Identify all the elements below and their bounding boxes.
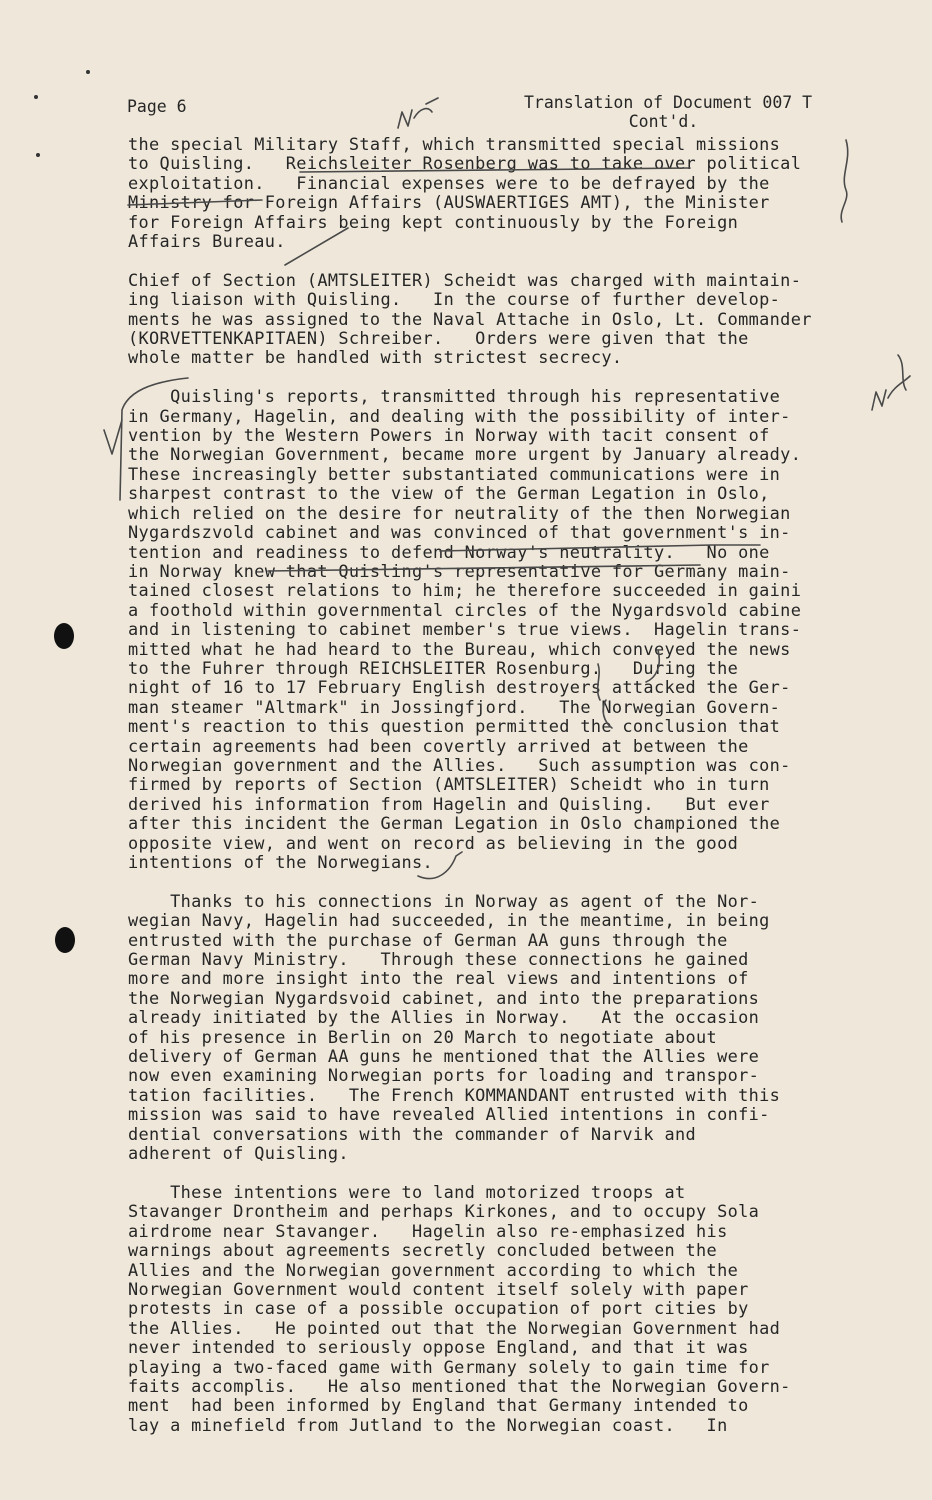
text-line: ment had been informed by England that Germany intended to <box>128 1395 749 1416</box>
text-line: derived his information from Hagelin and Quisling. But ever <box>128 793 770 814</box>
text-line: ing liaison with Quisling. In the course of further develop- <box>128 289 781 310</box>
text-line: exploitation. Financial expenses were to be defrayed by the <box>128 172 770 193</box>
text-line: more and more insight into the real views and intentions of <box>128 968 749 989</box>
text-line: lay a minefield from Jutland to the Norwegian coast. In <box>128 1414 728 1435</box>
text-line: a foothold within governmental circles of the Nygardsvold cabine <box>128 599 802 620</box>
text-line: mission was said to have revealed Allied intentions in confi- <box>128 1104 770 1125</box>
text-line: (KORVETTENKAPITAEN) Schreiber. Orders were given that the <box>128 328 749 349</box>
text-line: tained closest relations to him; he therefore succeeded in gaini <box>128 580 802 601</box>
text-line: delivery of German AA guns he mentioned that the Allies were <box>128 1046 760 1067</box>
text-line: Ministry for Foreign Affairs (AUSWAERTIGES AMT), the Minister <box>128 192 770 213</box>
text-line: which relied on the desire for neutrality of the then Norwegian <box>128 502 791 523</box>
text-line: wegian Navy, Hagelin had succeeded, in the meantime, in being <box>128 910 770 931</box>
text-line: Allies and the Norwegian government according to which the <box>128 1259 739 1280</box>
punch-hole-upper <box>54 623 74 649</box>
text-line: for Foreign Affairs being kept continuously by the Foreign <box>128 211 739 232</box>
text-line: ments he was assigned to the Naval Attache in Oslo, Lt. Commander <box>128 308 812 329</box>
text-line: of his presence in Berlin on 20 March to negotiate about <box>128 1026 718 1047</box>
text-line: to Quisling. Reichsleiter Rosenberg was to take over political <box>128 153 802 174</box>
document-title <box>524 93 812 131</box>
text-line: airdrome near Stavanger. Hagelin also re-emphasized his <box>128 1220 728 1241</box>
handwritten-initials-mark <box>398 98 438 128</box>
text-line: the special Military Staff, which transmitted special missions <box>128 134 781 154</box>
text-line: to the Fuhrer through REICHSLEITER Rosenburg. During the <box>128 657 739 678</box>
text-line: Chief of Section (AMTSLEITER) Scheidt was charged with maintain- <box>128 269 802 290</box>
text-line: warnings about agreements secretly concluded between the <box>128 1240 718 1261</box>
text-line: tention and readiness to defend Norway's neutrality. No one <box>128 541 770 562</box>
text-line: These intentions were to land motorized troops at <box>128 1181 686 1202</box>
punch-hole-lower <box>55 927 75 953</box>
text-line: These increasingly better substantiated communications were in <box>128 463 781 484</box>
page-number: Page 6 <box>127 97 187 116</box>
pencil-check <box>104 420 122 454</box>
text-line: intentions of the Norwegians. <box>128 852 434 872</box>
document-body <box>128 135 888 1455</box>
text-line: now even examining Norwegian ports for loading and transpor- <box>128 1065 760 1086</box>
text-line: the Allies. He pointed out that the Norwegian Government had <box>128 1317 781 1338</box>
text-line: protests in case of a possible occupation of port cities by <box>128 1298 749 1319</box>
text-line: Quisling's reports, transmitted through his representative <box>128 386 781 407</box>
text-line: vention by the Western Powers in Norway with tacit consent of <box>128 425 770 446</box>
text-line: Norwegian government and the Allies. Such assumption was con- <box>128 754 791 775</box>
text-line: Affairs Bureau. <box>128 231 286 252</box>
text-line: entrusted with the purchase of German AA guns through the <box>128 929 728 950</box>
paragraph <box>128 1183 888 1435</box>
text-line: already initiated by the Allies in Norway. At the occasion <box>128 1007 760 1028</box>
speck <box>34 95 38 99</box>
text-line: playing a two-faced game with Germany solely to gain time for <box>128 1356 770 1377</box>
text-line: and in listening to cabinet member's true views. Hagelin trans- <box>128 619 802 640</box>
text-line: mitted what he had heard to the Bureau, which conveyed the news <box>128 638 791 659</box>
text-line: Thanks to his connections in Norway as agent of the Nor- <box>128 890 760 911</box>
paragraph <box>128 387 888 872</box>
text-line: adherent of Quisling. <box>128 1143 349 1164</box>
pencil-hook <box>898 355 906 390</box>
title-line-2: Cont'd. <box>628 112 699 131</box>
text-line: ment's reaction to this question permitted the conclusion that <box>128 716 781 737</box>
text-line: in Norway knew that Quisling's representative for Germany main- <box>128 560 791 581</box>
text-line: in Germany, Hagelin, and dealing with the possibility of inter- <box>128 405 791 426</box>
text-line: whole matter be handled with strictest secrecy. <box>128 347 623 368</box>
text-line: Nygardszvold cabinet and was convinced of that government's in- <box>128 522 791 543</box>
text-line: Stavanger Drontheim and perhaps Kirkones, and to occupy Sola <box>128 1201 760 1222</box>
title-line-1: Translation of Document 007 T <box>524 93 813 112</box>
text-line: night of 16 to 17 February English destroyers attacked the Ger- <box>128 677 791 698</box>
speck <box>86 70 90 74</box>
speck <box>36 153 40 157</box>
text-line: opposite view, and went on record as believing in the good <box>128 832 739 853</box>
text-line: after this incident the German Legation in Oslo championed the <box>128 813 781 834</box>
text-line: never intended to seriously oppose England, and that it was <box>128 1337 749 1358</box>
text-line: dential conversations with the commander of Narvik and <box>128 1123 697 1144</box>
text-line: man steamer "Altmark" in Jossingfjord. The Norwegian Govern- <box>128 696 781 717</box>
paragraph <box>128 892 888 1164</box>
text-line: sharpest contrast to the view of the German Legation in Oslo, <box>128 483 770 504</box>
text-line: faits accomplis. He also mentioned that the Norwegian Govern- <box>128 1375 791 1396</box>
text-line: Norwegian Government would content itself solely with paper <box>128 1278 749 1299</box>
text-line: German Navy Ministry. Through these connections he gained <box>128 949 749 970</box>
text-line: firmed by reports of Section (AMTSLEITER) Scheidt who in turn <box>128 774 770 795</box>
paragraph <box>128 135 888 251</box>
text-line: certain agreements had been covertly arrived at between the <box>128 735 749 756</box>
text-line: tation facilities. The French KOMMANDANT entrusted with this <box>128 1084 781 1105</box>
text-line: the Norwegian Government, became more urgent by January already. <box>128 444 802 465</box>
paragraph <box>128 271 888 368</box>
text-line: the Norwegian Nygardsvoid cabinet, and into the preparations <box>128 987 760 1008</box>
